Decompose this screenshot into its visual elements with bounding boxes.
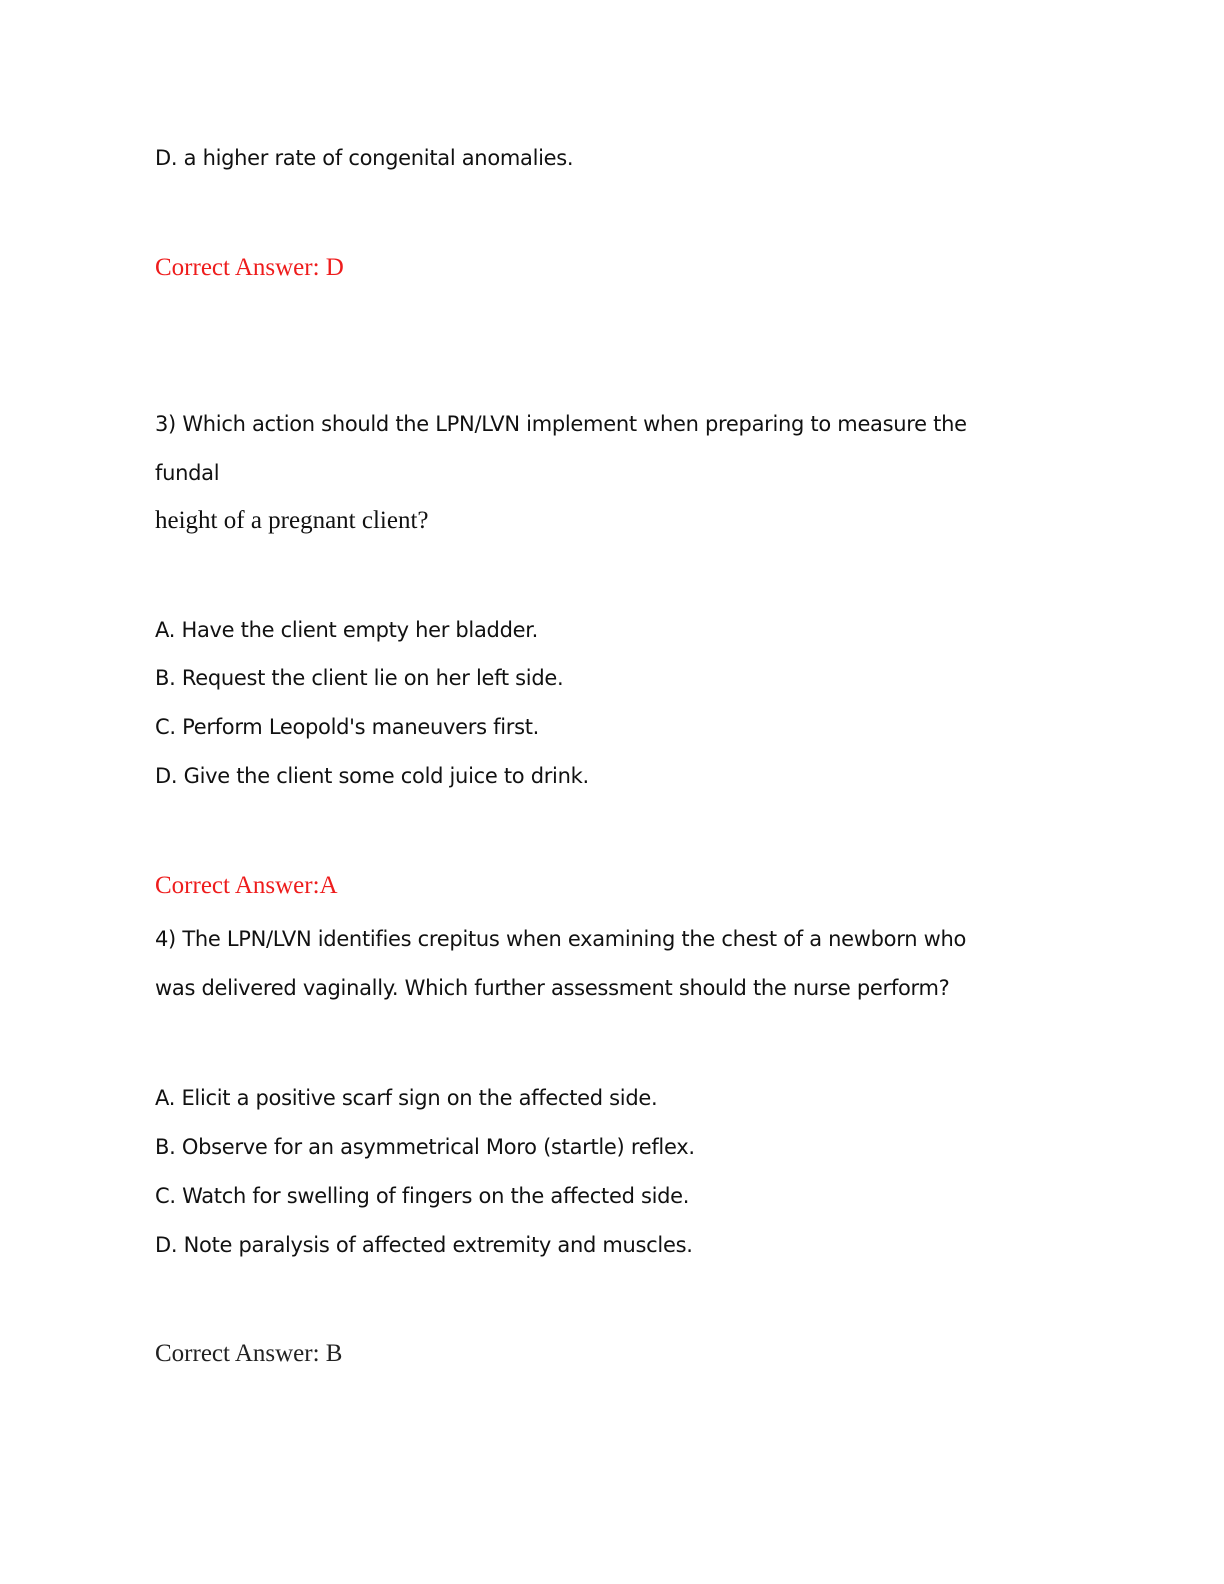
q3-option-b: B. Request the client lie on her left side. bbox=[155, 666, 564, 690]
q4-stem-line-2: was delivered vaginally. Which further assessment should the nurse perform? bbox=[155, 976, 950, 1000]
q3-option-d: D. Give the client some cold juice to drink. bbox=[155, 764, 589, 788]
q4-option-b: B. Observe for an asymmetrical Moro (startle) reflex. bbox=[155, 1135, 695, 1159]
q3-stem-line-1: 3) Which action should the LPN/LVN implement when preparing to measure the bbox=[155, 412, 967, 436]
q4-stem-line-1: 4) The LPN/LVN identifies crepitus when examining the chest of a newborn who bbox=[155, 927, 967, 951]
q3-stem-line-3: height of a pregnant client? bbox=[155, 507, 429, 534]
q4-option-a: A. Elicit a positive scarf sign on the affected side. bbox=[155, 1086, 658, 1110]
q2-option-d: D. a higher rate of congenital anomalies. bbox=[155, 146, 574, 170]
q4-option-d: D. Note paralysis of affected extremity and muscles. bbox=[155, 1233, 693, 1257]
q3-option-c: C. Perform Leopold's maneuvers first. bbox=[155, 715, 540, 739]
q3-stem-line-2: fundal bbox=[155, 461, 220, 485]
q3-correct-answer: Correct Answer:A bbox=[155, 872, 338, 899]
q4-option-c: C. Watch for swelling of fingers on the affected side. bbox=[155, 1184, 690, 1208]
q2-correct-answer: Correct Answer: D bbox=[155, 254, 344, 281]
q4-correct-answer: Correct Answer: B bbox=[155, 1340, 343, 1367]
q3-option-a: A. Have the client empty her bladder. bbox=[155, 618, 538, 642]
